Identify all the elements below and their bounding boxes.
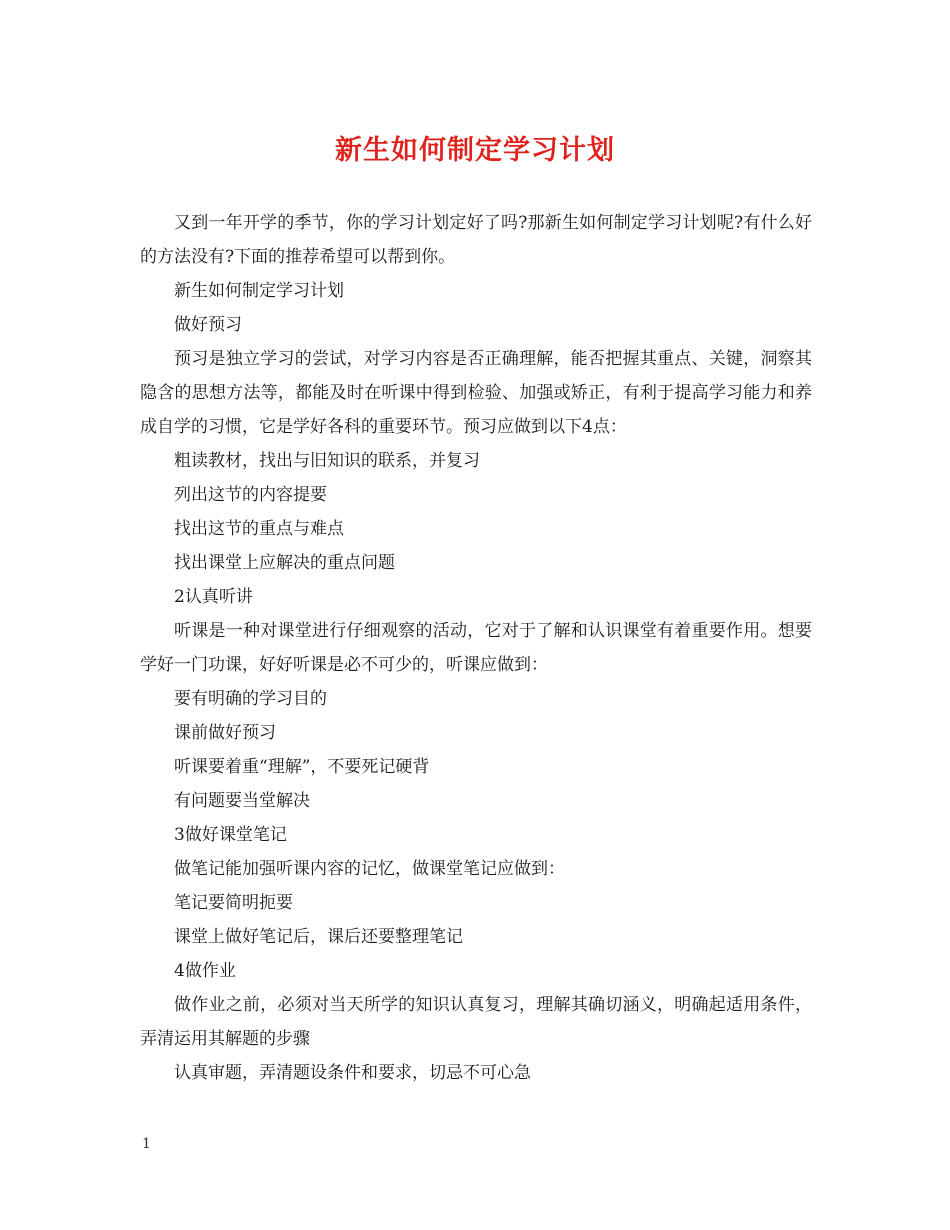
section-heading-homework: 4做作业 — [174, 961, 236, 981]
list-item: 要有明确的学习目的 — [174, 689, 327, 709]
list-item: 听课要着重“理解”，不要死记硬背 — [174, 757, 430, 777]
list-item: 课前做好预习 — [174, 723, 276, 743]
list-item: 粗读教材，找出与旧知识的联系，并复习 — [174, 451, 480, 471]
paragraph-intro: 又到一年开学的季节，你的学习计划定好了吗?那新生如何制定学习计划呢?有什么好的方法没有?下面的推荐希望可以帮到你。 — [140, 213, 812, 267]
document-title: 新生如何制定学习计划 — [335, 135, 615, 166]
paragraph-preview-desc: 预习是独立学习的尝试，对学习内容是否正确理解，能否把握其重点、关键，洞察其隐含的思想方法等，都能及时在听课中得到检验、加强或矫正，有利于提高学习能力和养成自学的习惯，它是学好各科的重要环节。预习应做到以下4点： — [140, 349, 812, 437]
paragraph-notes-desc: 做笔记能加强听课内容的记忆，做课堂笔记应做到： — [174, 859, 565, 879]
section-heading-listening: 2认真听讲 — [174, 587, 253, 607]
document-body — [140, 206, 812, 1090]
list-item: 列出这节的内容提要 — [174, 485, 327, 505]
list-item: 找出课堂上应解决的重点问题 — [174, 553, 395, 573]
list-item: 认真审题，弄清题设条件和要求，切忌不可心急 — [174, 1063, 531, 1083]
list-item: 有问题要当堂解决 — [174, 791, 310, 811]
paragraph-listening-desc: 听课是一种对课堂进行仔细观察的活动，它对于了解和认识课堂有着重要作用。想要学好一门功课，好好听课是必不可少的，听课应做到： — [140, 621, 812, 675]
page-number: 1 — [142, 1136, 151, 1152]
list-item: 课堂上做好笔记后，课后还要整理笔记 — [174, 927, 463, 947]
section-heading-preview: 做好预习 — [174, 315, 242, 335]
paragraph-homework-desc: 做作业之前，必须对当天所学的知识认真复习，理解其确切涵义，明确起适用条件，弄清运用其解题的步骤 — [140, 995, 812, 1049]
section-heading-notes: 3做好课堂笔记 — [174, 825, 287, 845]
paragraph-subtitle: 新生如何制定学习计划 — [174, 281, 344, 301]
list-item: 笔记要简明扼要 — [174, 893, 293, 913]
list-item: 找出这节的重点与难点 — [174, 519, 344, 539]
